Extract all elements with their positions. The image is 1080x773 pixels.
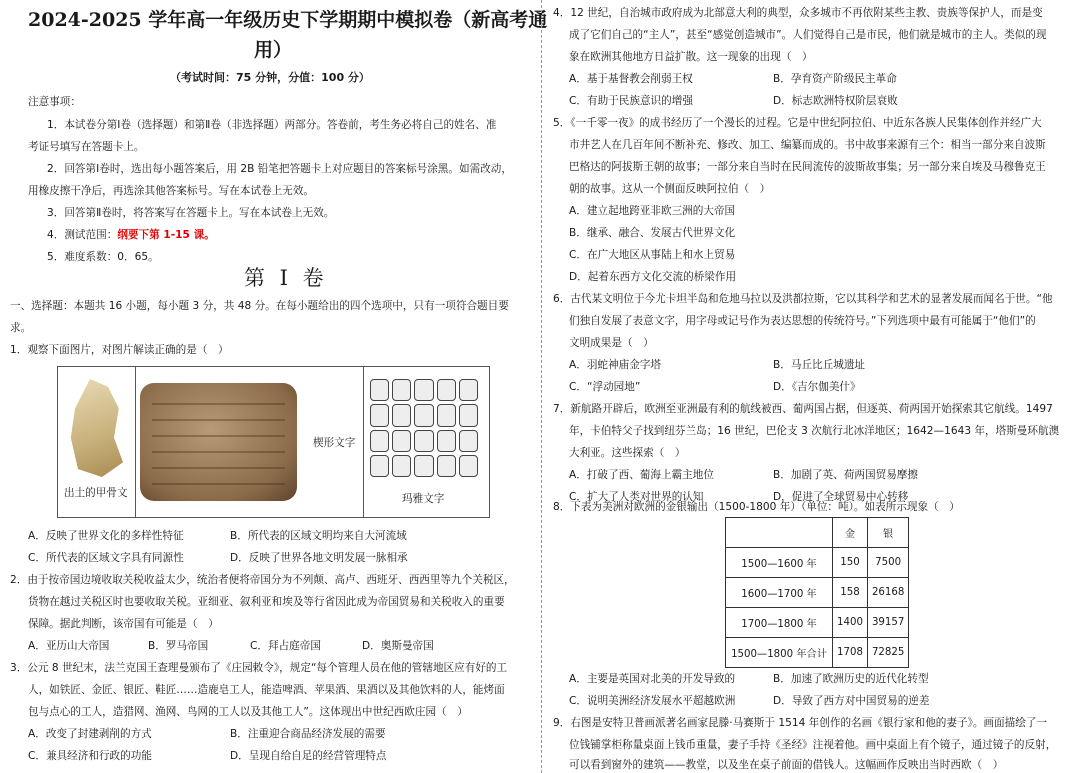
q3-option-b[interactable]: B．注重迎合商品经济发展的需要 [230, 728, 386, 740]
q6-option-d[interactable]: D．《吉尔伽美什》 [773, 381, 861, 393]
q4-option-c[interactable]: C．有助于民族意识的增强 [569, 95, 693, 107]
q1-option-d[interactable]: D．反映了世界各地文明发展一脉相承 [230, 552, 408, 564]
q1-stem: 1．观察下面图片，对图片解读正确的是（ ） [10, 344, 229, 356]
table-cell-period: 1600—1700 年 [726, 578, 833, 608]
oracle-bone-image [66, 379, 126, 477]
q6-option-a[interactable]: A．羽蛇神庙金字塔 [569, 359, 661, 371]
table-cell-period: 1500—1800 年合计 [726, 638, 833, 668]
fig-maya-caption: 玛雅文字 [402, 493, 445, 505]
q8-option-d[interactable]: D．导致了西方对中国贸易的逆差 [773, 695, 930, 707]
q5-option-b[interactable]: B．继承、融合、发展古代世界文化 [569, 227, 736, 239]
q7-line2: 年，卡伯特父子找到纽芬兰岛；16 世纪，巴伦支 3 次航行北冰洋地区；1642—1643 年，塔斯曼环航澳 [569, 425, 1060, 437]
q7-option-b[interactable]: B．加剧了英、荷两国贸易摩擦 [773, 469, 918, 481]
notice-heading: 注意事项： [28, 96, 81, 108]
q1-option-b[interactable]: B．所代表的区域文明均来自大河流域 [230, 530, 407, 542]
q4-option-b[interactable]: B．孕育资产阶级民主革命 [773, 73, 897, 85]
q8-stem: 8．下表为美洲对欧洲的金银输出（1500-1800 年）（单位：吨）。如表所示现象（ ） [553, 501, 960, 513]
exam-subtitle: （考试时间：75 分钟，分值：100 分） [170, 71, 370, 84]
q2-option-b[interactable]: B．罗马帝国 [148, 640, 209, 652]
q8-option-b[interactable]: B．加速了欧洲历史的近代化转型 [773, 673, 929, 685]
fig-oracle-caption: 出土的甲骨文 [64, 487, 128, 499]
q3-line2: 人，如铁匠、金匠、银匠、鞋匠……造鹿皂工人，能造啤酒、苹果酒、果酒以及其他饮料的人，能烤面 [28, 684, 505, 696]
table-row [726, 548, 909, 578]
q5-option-d[interactable]: D．起着东西方文化交流的桥梁作用 [569, 271, 737, 283]
q3-option-c[interactable]: C．兼具经济和行政的功能 [28, 750, 152, 762]
table-header-silver: 银 [867, 518, 908, 548]
q7-option-c[interactable]: C．扩大了人类对世界的认知 [569, 491, 704, 503]
table-cell-gold: 1400 [833, 608, 868, 638]
q6-line3: 文明成果是（ ） [569, 337, 654, 349]
table-cell-silver: 72825 [867, 638, 908, 668]
q7-line3: 大利亚。这些探索（ ） [569, 447, 686, 459]
q3-line3: 包与点心的工人，造猎网、渔网、鸟网的工人以及其他工人”。这体现出中世纪西欧庄园（ ） [28, 706, 468, 718]
notice-item5: 5．难度系数：0．65。 [47, 251, 159, 263]
instructions-line1: 一、选择题：本题共 16 小题，每小题 3 分，共 48 分。在每小题给出的四个选项中，只有一项符合题目要 [10, 300, 509, 312]
figure-divider [363, 367, 364, 517]
table-cell-gold: 158 [833, 578, 868, 608]
q3-line1: 3．公元 8 世纪末，法兰克国王查理曼颁布了《庄园敕令》，规定“每个管理人员在他的管辖地区应有好的工 [10, 662, 508, 674]
notice-item4 [47, 228, 215, 242]
q2-option-d[interactable]: D．奥斯曼帝国 [362, 640, 434, 652]
q5-line1: 5．《一千零一夜》的成书经历了一个漫长的过程。它是中世纪阿拉伯、中近东各族人民集体创作并经广大 [553, 117, 1042, 129]
table-cell-period: 1500—1600 年 [726, 548, 833, 578]
table-cell-gold: 1708 [833, 638, 868, 668]
exam-title-line1: 2024-2025 学年高一年级历史下学期期中模拟卷（新高考通 [28, 9, 548, 31]
table-row [726, 578, 909, 608]
q2-option-c[interactable]: C．拜占庭帝国 [250, 640, 321, 652]
table-cell-silver: 7500 [867, 548, 908, 578]
q7-option-d[interactable]: D．促进了全球贸易中心转移 [773, 491, 909, 503]
q5-option-a[interactable]: A．建立起地跨亚非欧三洲的大帝国 [569, 205, 736, 217]
table-cell-gold: 150 [833, 548, 868, 578]
notice-item1-a: 1．本试卷分第Ⅰ卷（选择题）和第Ⅱ卷（非选择题）两部分。答卷前，考生务必将自己的姓名、准 [47, 119, 497, 131]
notice-item2-b: 用橡皮擦干净后，再选涂其他答案标号。写在本试卷上无效。 [28, 185, 315, 197]
cuneiform-tablet-image [140, 383, 297, 501]
q2-line1: 2．由于按帝国边境收取关税收益太少，统治者便将帝国分为不列颠、高卢、西班牙、西西里等九个关税区， [10, 574, 515, 586]
table-row [726, 608, 909, 638]
q6-option-b[interactable]: B．马丘比丘城遗址 [773, 359, 866, 371]
q8-option-a[interactable]: A．主要是英国对北美的开发导致的 [569, 673, 736, 685]
table-header-gold: 金 [833, 518, 868, 548]
q1-option-c[interactable]: C．所代表的区域文字具有同源性 [28, 552, 184, 564]
gold-silver-table [725, 517, 909, 668]
notice-item4-prefix: 4．测试范围： [47, 229, 118, 241]
section-title: 第 Ⅰ 卷 [244, 266, 328, 290]
q4-option-d[interactable]: D．标志欧洲特权阶层衰败 [773, 95, 898, 107]
notice-item3: 3．回答第Ⅱ卷时，将答案写在答题卡上。写在本试卷上无效。 [47, 207, 335, 219]
column-divider [541, 0, 542, 773]
notice-item2-a: 2．回答第Ⅰ卷时，选出每小题答案后，用 2B 铅笔把答题卡上对应题目的答案标号涂黑。如需改动， [47, 163, 512, 175]
q1-option-a[interactable]: A．反映了世界文化的多样性特征 [28, 530, 184, 542]
q2-option-a[interactable]: A．亚历山大帝国 [28, 640, 110, 652]
q2-line3: 保障。据此判断，该帝国有可能是（ ） [28, 618, 219, 630]
q5-line3: 巴格达的阿拔斯王朝的故事；一部分来自当时在民间流传的波斯故事集；另一部分来自埃及马穆鲁克王 [569, 161, 1046, 173]
q5-option-c[interactable]: C．在广大地区从事陆上和水上贸易 [569, 249, 736, 261]
table-row [726, 638, 909, 668]
maya-glyphs-image [370, 379, 478, 477]
q4-option-a[interactable]: A．基于基督教会削弱王权 [569, 73, 693, 85]
q9-line2: 位钱铺掌柜称量桌面上钱币重量，妻子手持《圣经》注视着他。画中桌面上有个镜子，通过镜子的反射， [569, 739, 1057, 751]
figure-divider [135, 367, 136, 517]
q5-line4: 朝的故事。这从一个侧面反映阿拉伯（ ） [569, 183, 771, 195]
q2-line2: 货物在越过关税区时也要收取关税。亚细亚、叙利亚和埃及等行省因此成为帝国贸易和关税收入的重要 [28, 596, 505, 608]
q1-figure [57, 366, 490, 518]
q3-option-a[interactable]: A．改变了封建剥削的方式 [28, 728, 152, 740]
q8-option-c[interactable]: C．说明美洲经济发展水平超越欧洲 [569, 695, 736, 707]
test-scope: 纲要下第 1-15 课。 [117, 229, 215, 241]
q7-option-a[interactable]: A．打破了西、葡海上霸主地位 [569, 469, 714, 481]
q6-line2: 们独自发展了表意文字，用字母或记号作为表达思想的传统符号。”下列选项中最有可能属于“他们”的 [569, 315, 1036, 327]
q6-line1: 6．古代某文明位于今尤卡坦半岛和危地马拉以及洪都拉斯，它以其科学和艺术的显著发展而闻名于世。“他 [553, 293, 1053, 305]
q9-line1: 9．右图是安特卫普画派著名画家昆滕·马赛斯于 1514 年创作的名画《银行家和他的妻子》。画面描绘了一 [553, 717, 1048, 729]
table-corner-cell [726, 518, 833, 548]
instructions-line2: 求。 [10, 322, 32, 334]
q4-line3: 象在欧洲其他地方日益扩散。这一现象的出现（ ） [569, 51, 813, 63]
table-cell-silver: 26168 [867, 578, 908, 608]
table-cell-silver: 39157 [867, 608, 908, 638]
q5-line2: 市井艺人在几百年间不断补充、修改、加工、编纂而成的。书中故事来源有三个：相当一部分来自波斯 [569, 139, 1046, 151]
q7-line1: 7．新航路开辟后，欧洲至亚洲最有利的航线被西、葡两国占据，但逐英、荷两国开始探索其它航线。1497 [553, 403, 1053, 415]
notice-item1-b: 考证号填写在答题卡上。 [28, 141, 145, 153]
table-cell-period: 1700—1800 年 [726, 608, 833, 638]
q4-line2: 成了它们自己的“主人”，甚至“感觉创造城市”。人们觉得自己是市民，他们就是城市的主人。类似的现 [569, 29, 1047, 41]
q6-option-c[interactable]: C．“浮动园地” [569, 381, 641, 393]
q4-line1: 4．12 世纪，自治城市政府成为北部意大利的典型，众多城市不再依附某些主教、贵族等保护人，而是变 [553, 7, 1043, 19]
fig-cuneiform-caption: 楔形文字 [313, 437, 356, 449]
q9-line3: 可以看到窗外的建筑——教堂，以及坐在桌子前面的借钱人。这幅画作反映出当时西欧（ ） [569, 759, 1004, 771]
exam-title-line2: 用） [254, 39, 293, 61]
q3-option-d[interactable]: D．呈现自给自足的经营管理特点 [230, 750, 387, 762]
